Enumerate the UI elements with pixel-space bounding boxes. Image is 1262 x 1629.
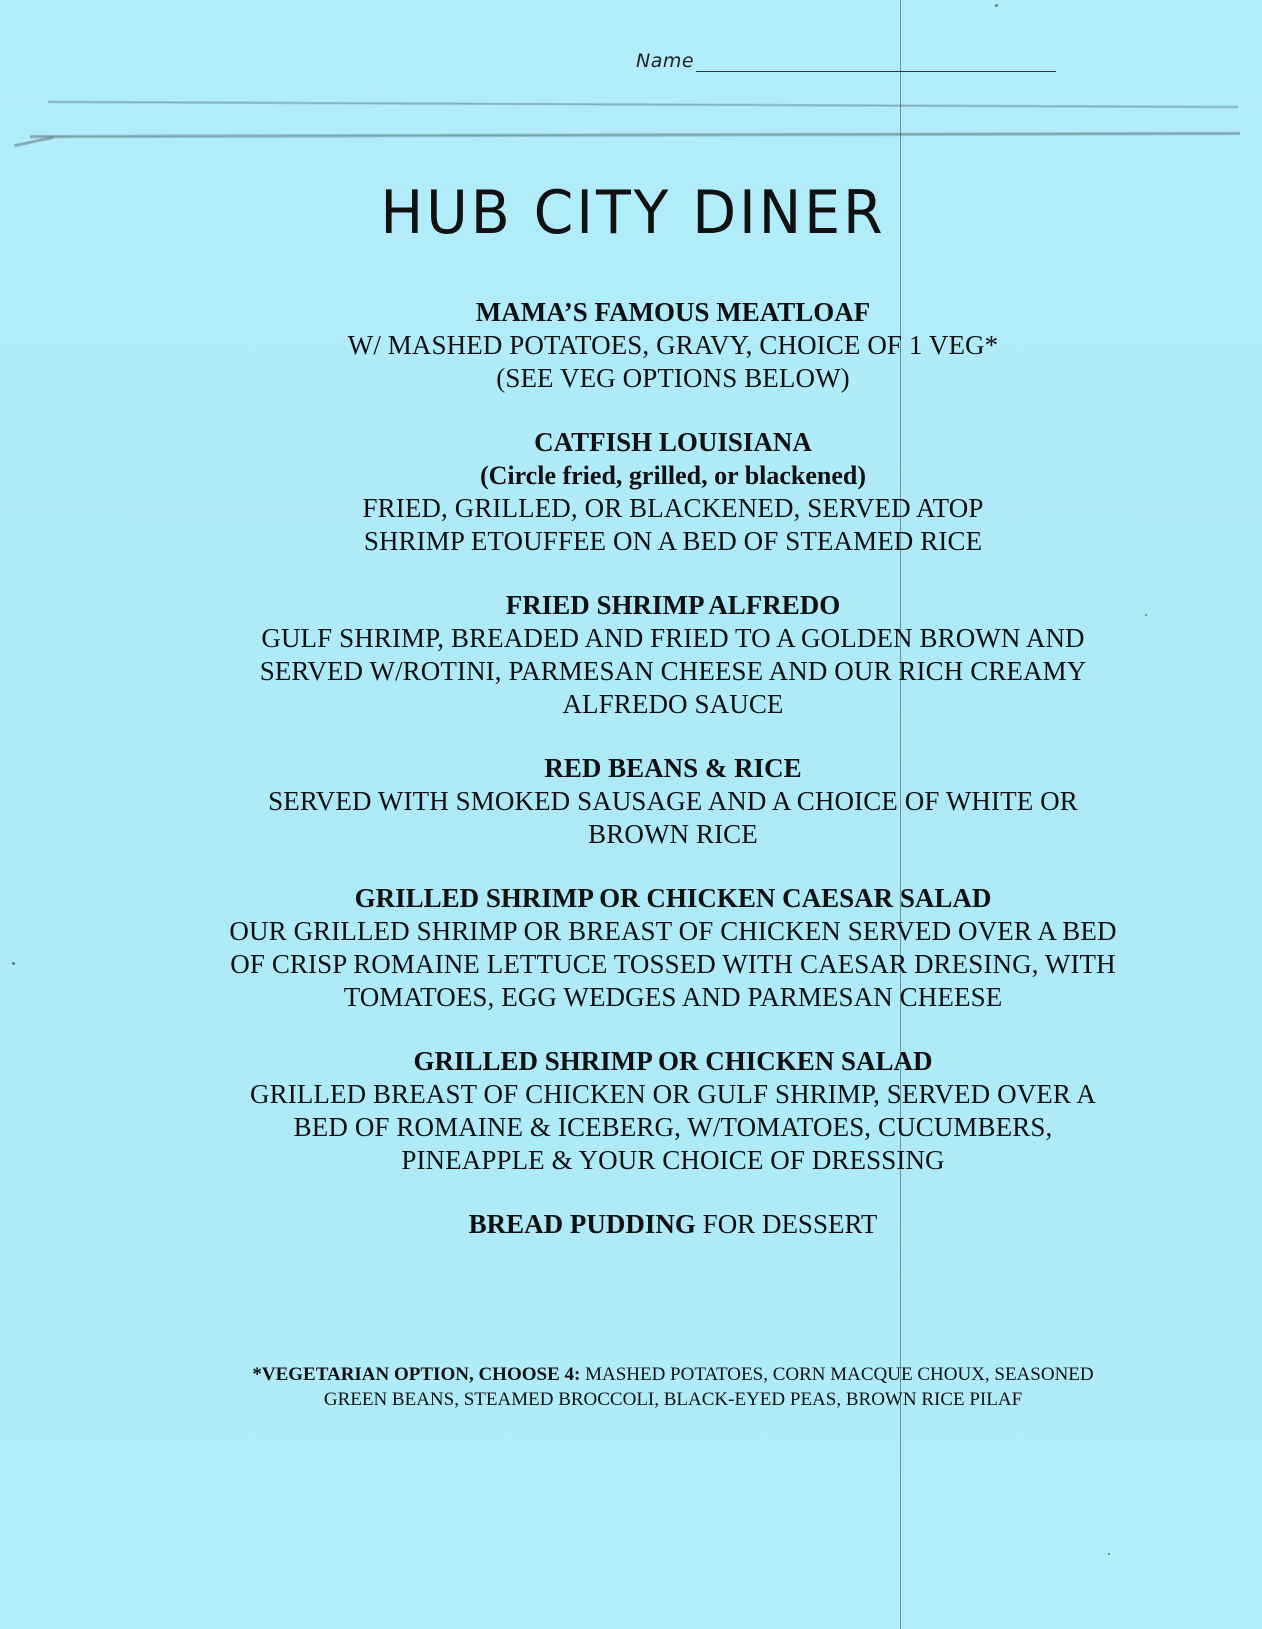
menu-item <box>0 589 1262 721</box>
menu-item <box>0 1045 1262 1177</box>
vegetarian-label: *VEGETARIAN OPTION, CHOOSE 4: <box>252 1364 581 1385</box>
menu-item-description: OF CRISP ROMAINE LETTUCE TOSSED WITH CAESAR DRESING, WITH <box>230 949 1116 979</box>
menu-item-description: TOMATOES, EGG WEDGES AND PARMESAN CHEESE <box>343 982 1003 1012</box>
dessert-name: BREAD PUDDING <box>468 1209 696 1239</box>
menu-item-description: FRIED, GRILLED, OR BLACKENED, SERVED ATOP <box>362 493 984 523</box>
menu-item-title: GRILLED SHRIMP OR CHICKEN SALAD <box>413 1046 933 1076</box>
menu-item-description: PINEAPPLE & YOUR CHOICE OF DRESSING <box>401 1145 945 1175</box>
name-blank-line[interactable] <box>696 53 1056 72</box>
menu-item-title: FRIED SHRIMP ALFREDO <box>505 590 841 620</box>
scan-speck <box>1108 1553 1110 1555</box>
menu-item <box>0 752 1262 851</box>
menu-item-description: ALFREDO SAUCE <box>562 689 784 719</box>
menu-item-title: GRILLED SHRIMP OR CHICKEN CAESAR SALAD <box>354 883 992 913</box>
menu-item-description: SERVED WITH SMOKED SAUSAGE AND A CHOICE OF WHITE OR <box>268 786 1078 816</box>
name-label: Name <box>636 50 695 72</box>
vegetarian-options <box>0 1362 1262 1412</box>
menu-item-description: (SEE VEG OPTIONS BELOW) <box>496 363 850 393</box>
menu-item-description: OUR GRILLED SHRIMP OR BREAST OF CHICKEN SERVED OVER A BED <box>229 916 1117 946</box>
vegetarian-text-2: GREEN BEANS, STEAMED BROCCOLI, BLACK-EYED PEAS, BROWN RICE PILAF <box>323 1389 1023 1410</box>
menu-item <box>0 296 1262 395</box>
vegetarian-line-1 <box>0 1362 1262 1387</box>
scan-rule-top <box>48 100 1238 108</box>
menu-item-description: SERVED W/ROTINI, PARMESAN CHEESE AND OUR RICH CREAMY <box>259 656 1087 686</box>
menu-item-note: (Circle fried, grilled, or blackened) <box>479 461 867 490</box>
menu-item <box>0 426 1262 558</box>
dessert-line <box>0 1208 1262 1241</box>
menu-item-description: SHRIMP ETOUFFEE ON A BED OF STEAMED RICE <box>363 526 983 556</box>
vegetarian-text-1: MASHED POTATOES, CORN MACQUE CHOUX, SEASONED <box>580 1364 1094 1385</box>
scan-rule-bottom <box>30 131 1240 138</box>
menu-item-description: W/ MASHED POTATOES, GRAVY, CHOICE OF 1 VEG* <box>347 330 999 360</box>
scan-speck <box>995 4 998 7</box>
menu-item-description: GRILLED BREAST OF CHICKEN OR GULF SHRIMP, SERVED OVER A <box>250 1079 1096 1109</box>
menu-item-description: BROWN RICE <box>588 819 758 849</box>
menu-item-title: RED BEANS & RICE <box>544 753 802 783</box>
menu-item-description: GULF SHRIMP, BREADED AND FRIED TO A GOLDEN BROWN AND <box>261 623 1085 653</box>
menu-item-title: CATFISH LOUISIANA <box>534 427 812 457</box>
menu-item-description: BED OF ROMAINE & ICEBERG, W/TOMATOES, CUCUMBERS, <box>293 1112 1053 1142</box>
page-title: HUB CITY DINER <box>380 178 886 248</box>
menu-item <box>0 882 1262 1014</box>
name-field[interactable] <box>636 50 1056 72</box>
dessert-suffix: FOR DESSERT <box>695 1209 878 1239</box>
menu-item-title: MAMA’S FAMOUS MEATLOAF <box>475 297 871 327</box>
menu-list <box>0 296 1262 1241</box>
